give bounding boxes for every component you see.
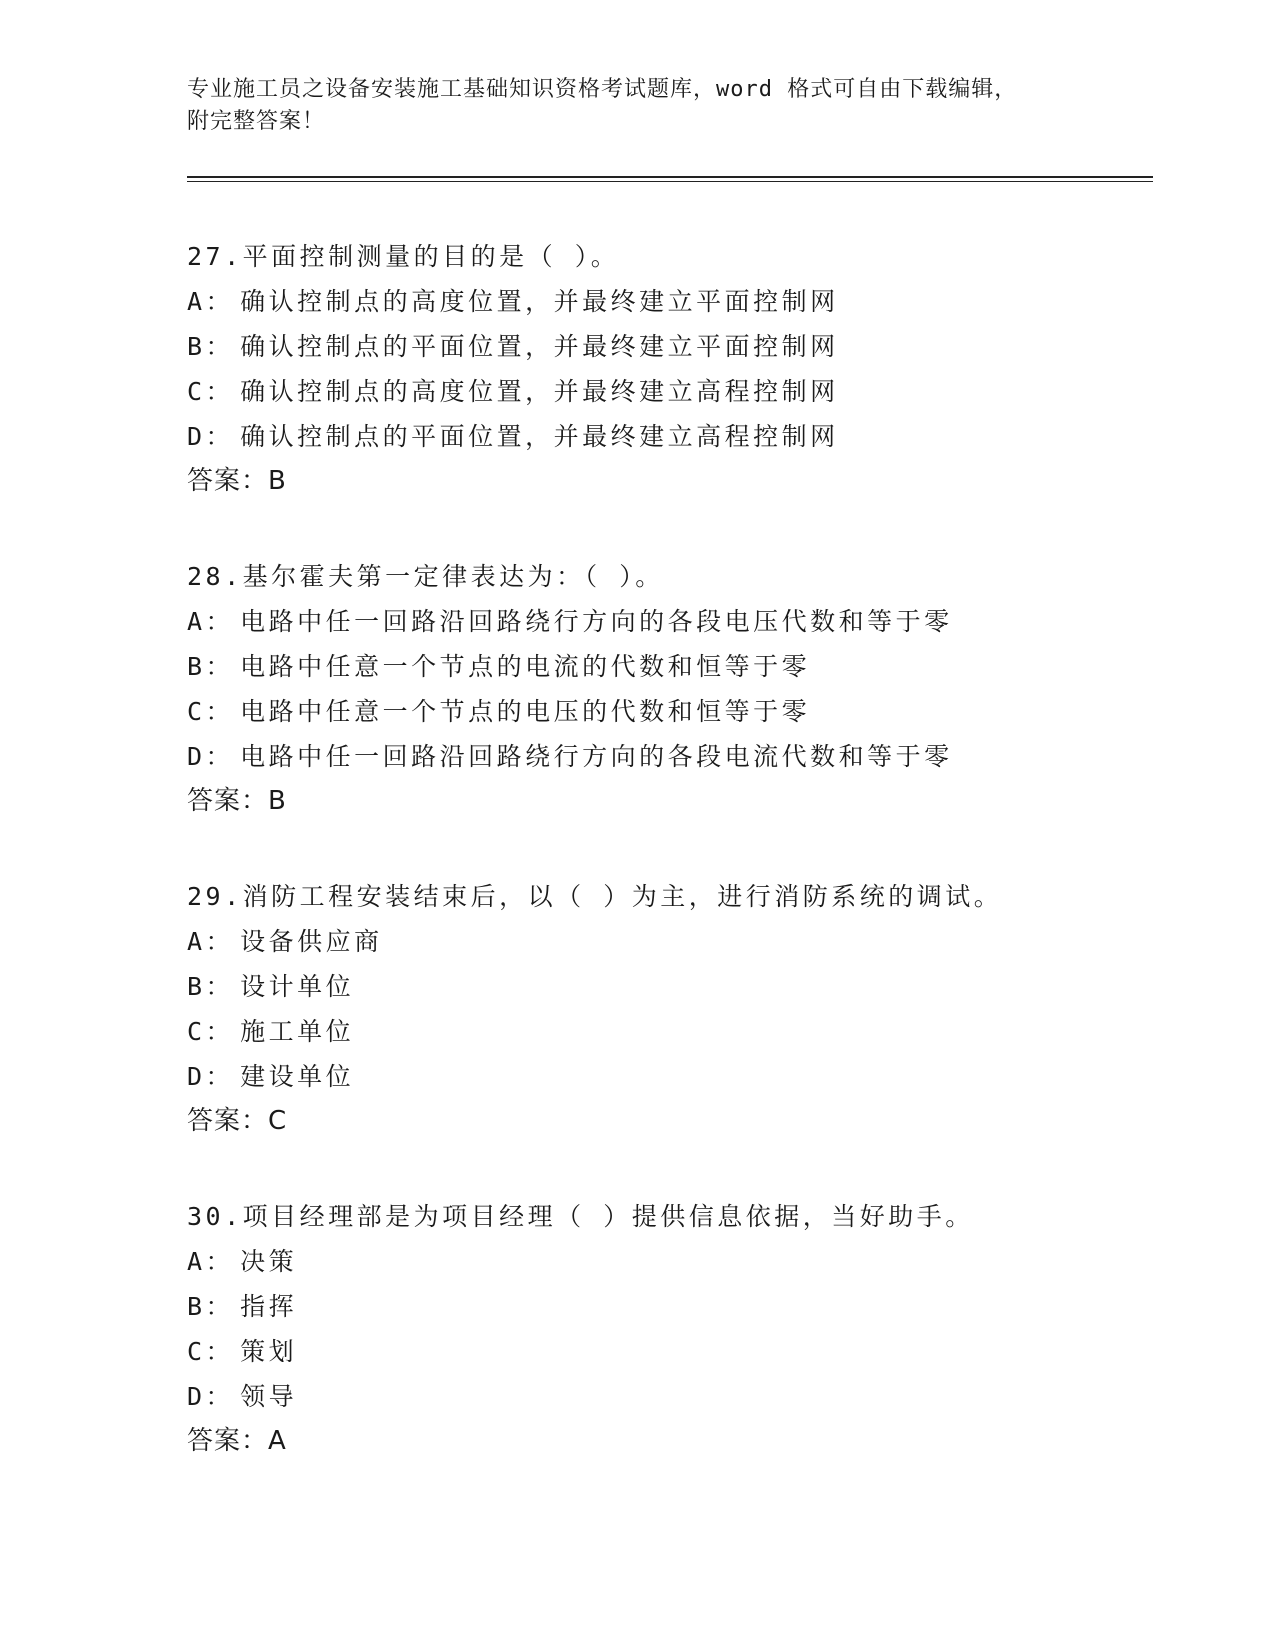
option-key: C： bbox=[187, 377, 235, 406]
option-d bbox=[187, 1374, 1147, 1419]
option-key: C： bbox=[187, 1017, 235, 1046]
option-text: 领导 bbox=[240, 1382, 298, 1411]
option-text: 电路中任一回路沿回路绕行方向的各段电流代数和等于零 bbox=[240, 742, 953, 771]
option-text: 确认控制点的平面位置，并最终建立平面控制网 bbox=[240, 332, 839, 361]
option-key: D： bbox=[187, 742, 235, 771]
option-text: 确认控制点的高度位置，并最终建立高程控制网 bbox=[240, 377, 839, 406]
option-key: D： bbox=[187, 422, 235, 451]
option-key: B： bbox=[187, 652, 235, 681]
option-key: A： bbox=[187, 607, 235, 636]
option-text: 施工单位 bbox=[240, 1017, 355, 1046]
question-28 bbox=[187, 554, 1147, 874]
answer-label: 答案：C bbox=[187, 1106, 288, 1136]
header-divider-thin bbox=[187, 181, 1153, 182]
option-key: C： bbox=[187, 697, 235, 726]
option-b bbox=[187, 324, 1147, 369]
option-text: 电路中任一回路沿回路绕行方向的各段电压代数和等于零 bbox=[240, 607, 953, 636]
question-29 bbox=[187, 874, 1147, 1194]
option-text: 确认控制点的高度位置，并最终建立平面控制网 bbox=[240, 287, 839, 316]
question-list bbox=[187, 234, 1147, 1514]
header-line-1: 专业施工员之设备安装施工基础知识资格考试题库，word 格式可自由下载编辑， bbox=[187, 77, 1018, 102]
option-text: 电路中任意一个节点的电压的代数和恒等于零 bbox=[240, 697, 811, 726]
option-c bbox=[187, 1009, 1147, 1054]
question-stem: 28.基尔霍夫第一定律表达为：（ ）。 bbox=[187, 562, 664, 591]
question-stem: 27.平面控制测量的目的是（ ）。 bbox=[187, 242, 620, 271]
option-text: 设备供应商 bbox=[240, 927, 383, 956]
option-a bbox=[187, 919, 1147, 964]
option-c bbox=[187, 689, 1147, 734]
option-key: C： bbox=[187, 1337, 235, 1366]
option-key: A： bbox=[187, 287, 235, 316]
option-b bbox=[187, 964, 1147, 1009]
option-text: 建设单位 bbox=[240, 1062, 355, 1091]
option-key: D： bbox=[187, 1382, 235, 1411]
option-text: 策划 bbox=[240, 1337, 298, 1366]
option-text: 决策 bbox=[240, 1247, 298, 1276]
answer-label: 答案：A bbox=[187, 1426, 287, 1456]
answer-label: 答案：B bbox=[187, 786, 287, 816]
option-c bbox=[187, 369, 1147, 414]
option-d bbox=[187, 734, 1147, 779]
option-b bbox=[187, 644, 1147, 689]
option-a bbox=[187, 1239, 1147, 1284]
option-text: 设计单位 bbox=[240, 972, 355, 1001]
option-d bbox=[187, 1054, 1147, 1099]
option-text: 指挥 bbox=[240, 1292, 298, 1321]
option-b bbox=[187, 1284, 1147, 1329]
document-header bbox=[187, 74, 1067, 138]
answer-label: 答案：B bbox=[187, 466, 287, 496]
option-a bbox=[187, 279, 1147, 324]
option-key: B： bbox=[187, 972, 235, 1001]
question-stem: 29.消防工程安装结束后，以（ ）为主，进行消防系统的调试。 bbox=[187, 882, 1003, 911]
option-text: 电路中任意一个节点的电流的代数和恒等于零 bbox=[240, 652, 811, 681]
option-key: B： bbox=[187, 1292, 235, 1321]
option-text: 确认控制点的平面位置，并最终建立高程控制网 bbox=[240, 422, 839, 451]
option-d bbox=[187, 414, 1147, 459]
question-stem: 30.项目经理部是为项目经理（ ）提供信息依据，当好助手。 bbox=[187, 1202, 974, 1231]
option-key: A： bbox=[187, 927, 235, 956]
option-key: B： bbox=[187, 332, 235, 361]
question-30 bbox=[187, 1194, 1147, 1514]
option-key: A： bbox=[187, 1247, 235, 1276]
header-divider-thick bbox=[187, 176, 1153, 178]
question-27 bbox=[187, 234, 1147, 554]
header-line-2: 附完整答案！ bbox=[187, 109, 326, 134]
option-a bbox=[187, 599, 1147, 644]
option-key: D： bbox=[187, 1062, 235, 1091]
option-c bbox=[187, 1329, 1147, 1374]
